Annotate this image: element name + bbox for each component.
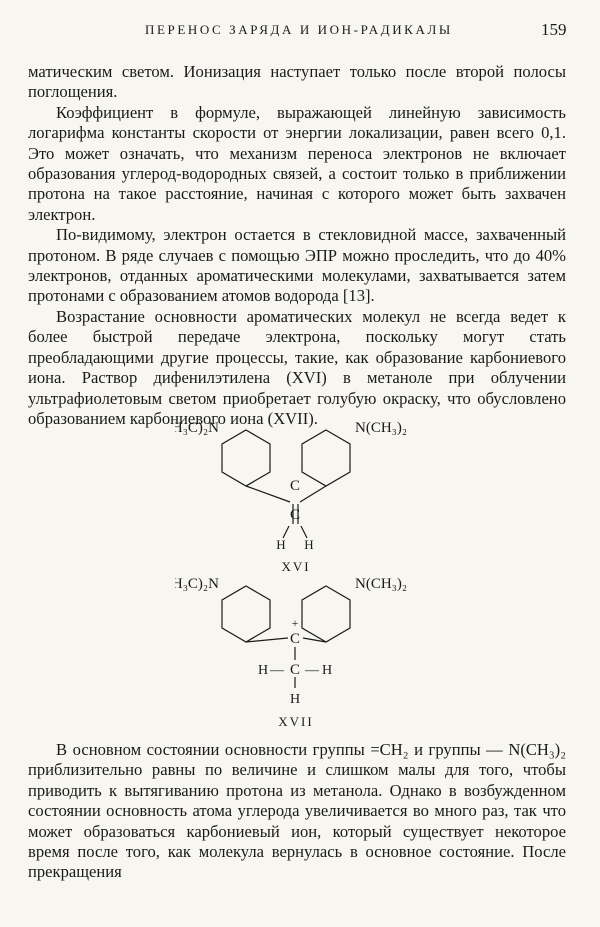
bond-dash: — [305,663,319,678]
formula-label: XVII [278,714,314,729]
hydrogen-atom: H [304,537,314,552]
benzene-ring-right [302,586,350,642]
benzene-ring-right [302,430,350,486]
hydrogen-atom: H [258,663,269,678]
carbon-atom: C [289,478,301,494]
carbon-atom: C [289,631,301,647]
amino-group-right: N(CH₃)₂ [355,576,408,592]
formula-diagram [175,412,435,732]
hydrogen-atom: H [322,663,333,678]
page-number: 159 [541,20,567,39]
bond-right [300,486,326,502]
carbon-atom: C [289,507,301,523]
benzene-ring-left [222,586,270,642]
paragraph: Коэффициент в формуле, выражающей линейную зависимость логарифма константы скорости от энергии локализации, равен всего 0,1. Это может означать, что механизм переноса электронов не включает образования углерод-водородных связей, а состоит только в приближении протона на такое расстояние, начиная с которого может быть захвачен электрон. [28,102,566,224]
benzene-ring-left [222,430,270,486]
paragraph: матическим светом. Ионизация наступает только после второй полосы поглощения. [28,62,566,102]
running-header [0,22,600,44]
amino-group-left: H₃C)₂N [175,576,219,592]
hydrogen-atom: H [289,692,301,707]
carbon-atom: C [289,662,301,678]
paragraph: В основном состоянии основности группы =CH₂ и группы — N(CH₃)₂ приблизительно равны по величине и слишком малы для того, чтобы приводить к вытягиванию протона из метанола. Однако в возбужденном состоянии основность атома углерода увеличивается во много раз, так что может образоваться карбониевый ион, который существует некоторое время после того, как молекула вернулась в основное состояние. После прекращения [28,740,566,882]
hydrogen-atom: H [276,537,286,552]
bond-dash: — [270,663,284,678]
bond-left [246,486,290,502]
running-title: ПЕРЕНОС ЗАРЯДА И ИОН-РАДИКАЛЫ [145,22,453,37]
body-text-top [28,62,566,429]
amino-group-right: N(CH₃)₂ [355,420,408,436]
positive-charge: + [291,616,299,630]
formula-label: XVI [281,559,311,574]
paragraph: По-видимому, электрон остается в стекловидной массе, захваченный протоном. В ряде случаев с помощью ЭПР можно проследить, что до 40% электронов, отданных ароматическими молекулами, захватывается затем протонами с образованием атомов водорода [13]. [28,225,566,306]
body-text-bottom [28,740,566,883]
amino-group-left: H₃C)₂N [175,420,219,436]
paragraph: Возрастание основности ароматических молекул не всегда ведет к более быстрой передаче электрона, поскольку могут стать преобладающими другие процессы, такие, как образование карбониевого иона. Раствор дифенилэтилена (XVI) в метаноле при облучении ультрафиолетовым светом приобретает голубую окраску, что обусловлено образованием карбониевого иона (XVII). [28,306,566,428]
structural-formulas [175,412,435,737]
